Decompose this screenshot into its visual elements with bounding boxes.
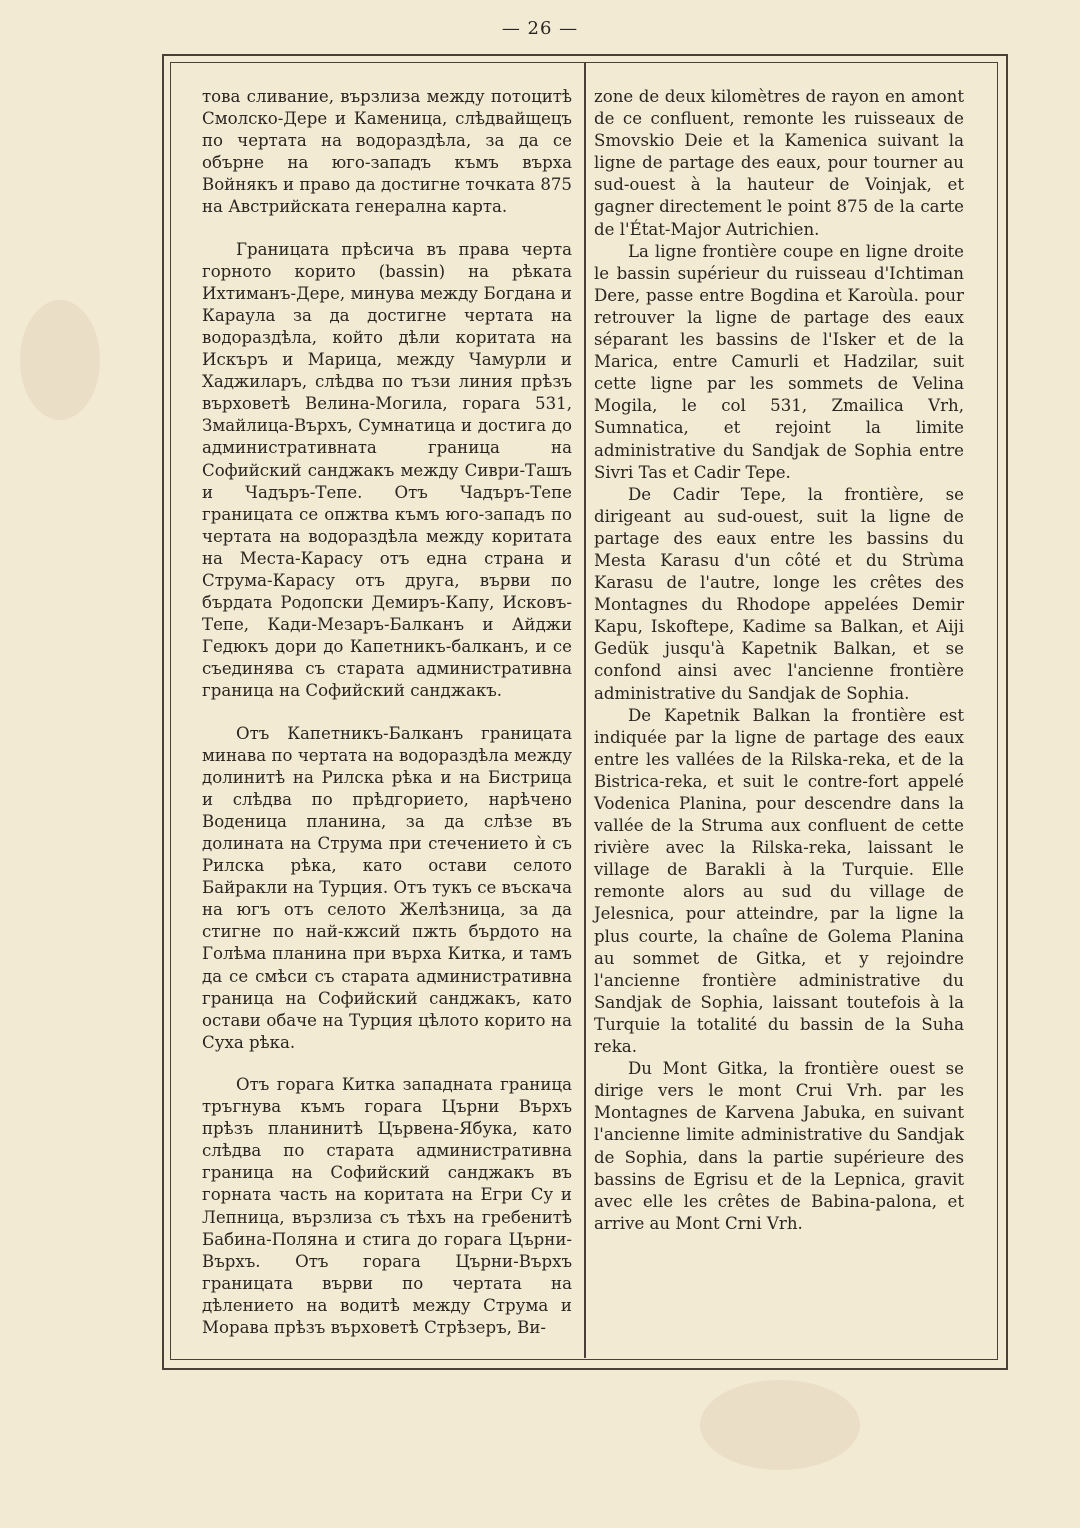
paragraph: zone de deux kilomètres de rayon en amont de ce confluent, remonte les ruisseaux de Smovskio Deie et la Kamenica suivant la ligne de partage des eaux, pour tourner au sud-ouest à la hauteur de Voinjak, et gagner directement le point 875 de la carte de l'État-Major Autrichien. [594, 87, 964, 239]
paragraph: De Cadir Tepe, la frontière, se dirigeant au sud-ouest, suit la ligne de partage des eaux entre les bassins du Mesta Karasu d'un côté et du Strùma Karasu de l'autre, longe les crêtes des Montagnes du Rhodope appelées Demir Kapu, Iskoftepe, Kadime sa Balkan, et Aiji Gedük jusqu'à Kapetnik Balkan, et se confond ainsi avec l'ancienne frontière administrative du Sandjak de Sophia. [594, 484, 964, 703]
paragraph: Du Mont Gitka, la frontière ouest se dirige vers le mont Crui Vrh. par les Montagnes de Karvena Jabuka, en suivant l'ancienne limite administrative du Sandjak de Sophia, dans la partie supérieure des bassins de Egrisu et de la Lepnica, gravit avec elle les crêtes de Babina-palona, et arrive au Mont Crni Vrh. [594, 1059, 964, 1233]
bulgarian-column [202, 86, 572, 1339]
page-number: — 26 — [501, 18, 579, 39]
paragraph: Отъ Капетникъ-Балканъ границата минава по чертата на водораздѣла между долинитѣ на Рилска рѣка и на Бистрица и слѣдва по прѣдгорието, нарѣчено Воденица планина, за да слѣзе въ долината на Струма при стечението ѝ съ Рилска рѣка, като остави селото Байракли на Турция. Отъ тукъ се въскача на югъ отъ селото Желѣзница, за да стигне по най-кжсий пжть бърдото на Голѣма планина при върха Китка, и тамъ да се смѣси съ старата административна граница на Софийский санджакъ, като остави обаче на Турция цѣлото корито на Суха рѣка. [202, 723, 572, 1052]
french-column [594, 86, 964, 1235]
paragraph: това сливание, вързлиза между потоцитѣ Смолско-Дере и Каменица, слѣдвайщецъ по чертата на водораздѣла, за да се обърне на юго-западъ къмъ върха Войнякъ и право да достигне точката 875 на Австрийската генерална карта. [202, 87, 572, 217]
paragraph: Границата прѣсича въ права черта горното корито (bassin) на рѣката Ихтиманъ-Дере, минува между Богдана и Караула за да достигне чертата на водораздѣла, който дѣли коритата на Искъръ и Марица, между Чамурли и Хаджиларъ, слѣдва по тъзи линия прѣзъ върховетѣ Велина-Могила, горага 531, Змайлица-Върхъ, Сумнатица и достига до административната граница на Софийский санджакъ между Сиври-Ташъ и Чадъръ-Тепе. Отъ Чадъръ-Тепе границата се опжтва къмъ юго-западъ по чертата на водораздѣла между коритата на Места-Карасу отъ една страна и Струма-Карасу отъ друга, върви по бърдата Родопски Демиръ-Капу, Исковъ-Тепе, Кади-Мезаръ-Балканъ и Айджи Гедюкъ дори до Капетникъ-балканъ, и се съединява съ старата административна граница на Софийский санджакъ. [202, 239, 572, 701]
paragraph: De Kapetnik Balkan la frontière est indiquée par la ligne de partage des eaux entre les vallées de la Rilska-reka, et de la Bistrica-reka, et suit le contre-fort appelé Vodenica Planina, pour descendre dans la vallée de la Struma aux confluent de cette rivière avec la Rilska-reka, laissant le village de Barakli à la Turquie. Elle remonte alors au sud du village de Jelesnica, pour atteindre, par la ligne la plus courte, la chaîne de Golema Planina au sommet de Gitka, et y rejoindre l'ancienne frontière administrative du Sandjak de Sophia, laissant toutefois à la Turquie la totalité du bassin de la Suha reka. [594, 705, 964, 1057]
paragraph: La ligne frontière coupe en ligne droite le bassin supérieur du ruisseau d'Ichtiman Dere, passe entre Bogdina et Karoùla. pour retrouver la ligne de partage des eaux séparant les bassins de l'Isker et de la Marica, entre Camurli et Hadzilar, suit cette ligne par les sommets de Velina Mogila, le col 531, Zmailica Vrh, Sumnatica, et rejoint la limite administrative du Sandjak de Sophia entre Sivri Tas et Cadir Tepe. [594, 241, 964, 482]
paragraph: Отъ горага Китка западната граница тръгнува къмъ горага Църни Върхъ прѣзъ планинитѣ Цървена-Ябука, като слѣдва по старата административна граница на Софийский санджакъ въ горната часть на коритата на Егри Су и Лепница, вързлиза съ тѣхъ на гребенитѣ Бабина-Поляна и стига до горага Църни-Върхъ. Отъ горага Църни-Върхъ границата върви по чертата на дѣлението на водитѣ между Струма и Морава прѣзъ върховетѣ Стрѣзеръ, Ви- [202, 1074, 572, 1337]
paper-stain [20, 300, 100, 420]
paper-stain [700, 1380, 860, 1470]
column-divider [584, 62, 586, 1358]
